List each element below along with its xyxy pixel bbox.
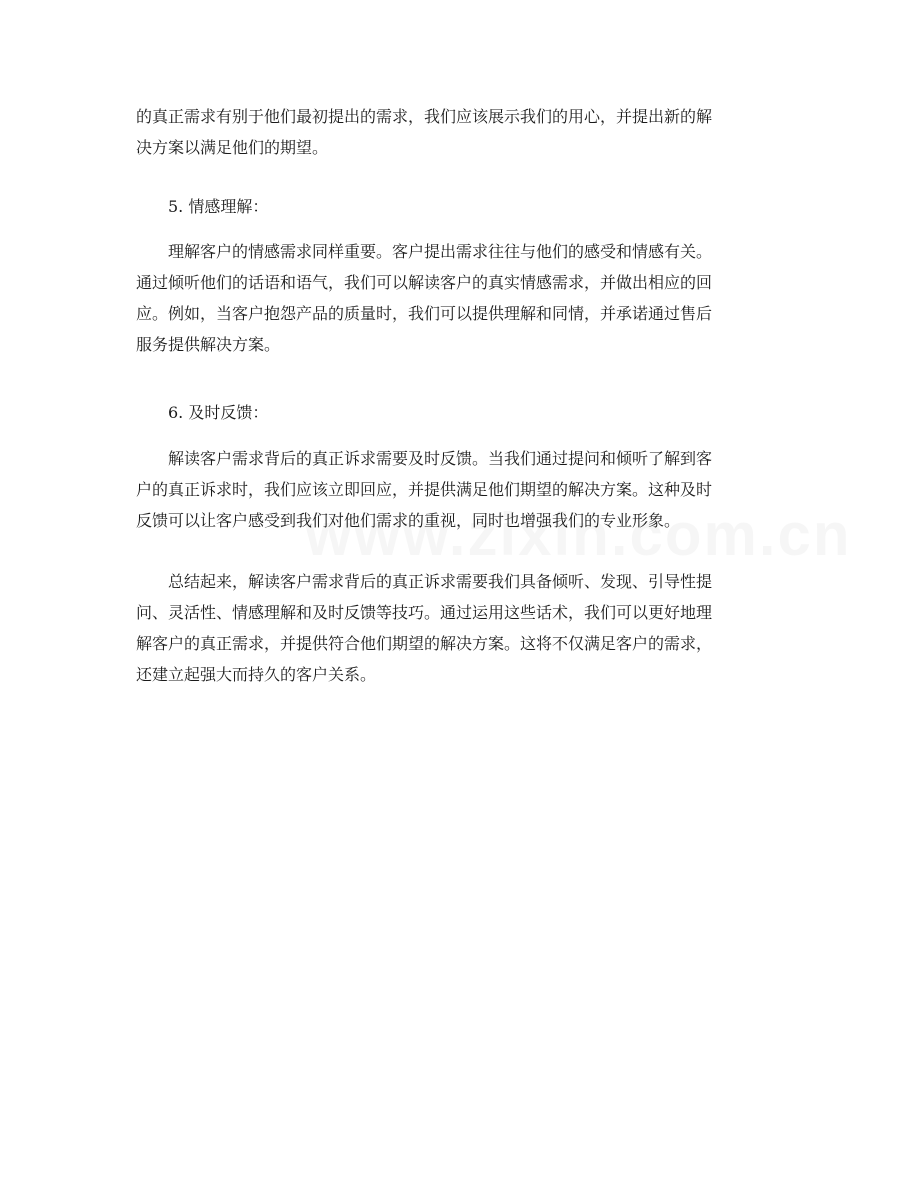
text-line: 应。例如，当客户抱怨产品的质量时，我们可以提供理解和同情，并承诺通过售后 [136, 304, 713, 323]
section-heading-5 [136, 191, 786, 222]
heading-text: 6. 及时反馈： [168, 403, 269, 422]
paragraph-continuation [136, 101, 786, 163]
text-line: 的真正需求有别于他们最初提出的需求，我们应该展示我们的用心，并提出新的解 [136, 107, 713, 126]
text-line: 理解客户的情感需求同样重要。客户提出需求往往与他们的感受和情感有关。 [168, 242, 713, 261]
heading-text: 5. 情感理解： [168, 197, 269, 216]
text-line: 总结起来，解读客户需求背后的真正诉求需要我们具备倾听、发现、引导性提 [168, 572, 713, 591]
text-line: 解读客户需求背后的真正诉求需要及时反馈。当我们通过提问和倾听了解到客 [168, 449, 713, 468]
text-line: 解客户的真正需求，并提供符合他们期望的解决方案。这将不仅满足客户的需求， [136, 634, 713, 653]
text-line: 决方案以满足他们的期望。 [136, 138, 329, 157]
text-line: 通过倾听他们的话语和语气，我们可以解读客户的真实情感需求，并做出相应的回 [136, 273, 713, 292]
text-line: 问、灵活性、情感理解和及时反馈等技巧。通过运用这些话术，我们可以更好地理 [136, 603, 713, 622]
text-line: 还建立起强大而持久的客户关系。 [136, 665, 377, 684]
text-line: 反馈可以让客户感受到我们对他们需求的重视，同时也增强我们的专业形象。 [136, 511, 681, 530]
paragraph-summary [136, 566, 786, 690]
paragraph-emotional-understanding [136, 236, 786, 360]
paragraph-timely-feedback [136, 443, 786, 536]
section-heading-6 [136, 397, 786, 428]
text-line: 户的真正诉求时，我们应该立即回应，并提供满足他们期望的解决方案。这种及时 [136, 480, 713, 499]
text-line: 服务提供解决方案。 [136, 335, 281, 354]
